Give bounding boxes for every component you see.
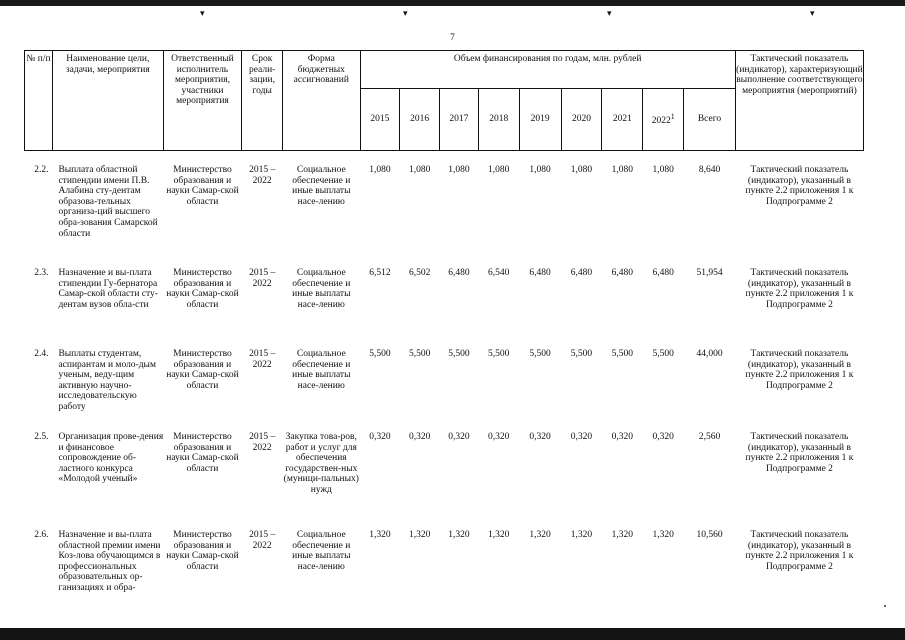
responsible: Министерство образования и науки Самар-ской области xyxy=(166,165,239,207)
amount: 5,500 xyxy=(488,349,510,359)
amount: 0,320 xyxy=(488,432,510,442)
responsible: Министерство образования и науки Самар-ской области xyxy=(166,268,239,310)
amount: 5,500 xyxy=(529,349,551,359)
header-term: Срок реали-зации, годы xyxy=(242,51,283,151)
measure-name: Выплаты студентам, аспирантам и моло-дым ученым, веду-щим активную научно-исследовательскую работу xyxy=(58,349,156,412)
header-year: 2016 xyxy=(400,89,440,151)
amount: 1,320 xyxy=(652,530,674,540)
amount: 0,320 xyxy=(570,432,593,442)
table-row xyxy=(25,165,864,268)
term: 2015 – 2022 xyxy=(249,349,276,370)
indicator: Тактический показатель (индикатор), указанный в пункте 2.2 приложения 1 к Подпрограмме 2 xyxy=(745,530,854,572)
header-total: Всего xyxy=(684,89,736,151)
term: 2015 – 2022 xyxy=(249,165,276,186)
amount: 1,080 xyxy=(611,165,634,175)
amount-total: 44,000 xyxy=(696,349,723,359)
amount: 0,320 xyxy=(611,432,634,442)
header-year: 2021 xyxy=(602,89,643,151)
row-number: 2.6. xyxy=(34,530,49,540)
top-mark-1: ▾ xyxy=(200,8,205,18)
measure-name: Назначение и вы-плата стипендии Гу-бернатора Самар-ской области сту-дентам вузов обла-сти xyxy=(58,268,158,310)
amount: 1,080 xyxy=(488,165,510,175)
amount: 1,320 xyxy=(570,530,593,540)
amount: 1,320 xyxy=(529,530,551,540)
header-year: 2020 xyxy=(561,89,602,151)
amount: 6,480 xyxy=(570,268,593,278)
amount: 0,320 xyxy=(408,432,431,442)
amount: 6,480 xyxy=(652,268,674,278)
row-gap xyxy=(25,151,864,166)
amount: 1,320 xyxy=(488,530,510,540)
financing-table xyxy=(24,50,864,620)
amount: 1,080 xyxy=(408,165,431,175)
indicator: Тактический показатель (индикатор), указанный в пункте 2.2 приложения 1 к Подпрограмме 2 xyxy=(745,268,854,310)
header-year-label: 2022 xyxy=(651,116,671,127)
amount: 1,080 xyxy=(369,165,391,175)
footnote-marker: 1 xyxy=(670,112,675,122)
top-scan-edge xyxy=(0,0,905,6)
amount: 5,500 xyxy=(570,349,593,359)
header-year: 2017 xyxy=(440,89,479,151)
amount: 5,500 xyxy=(448,349,470,359)
budget-form: Социальное обеспечение и иные выплаты насе-лению xyxy=(292,530,351,572)
budget-form: Социальное обеспечение и иные выплаты насе-лению xyxy=(292,268,351,310)
row-number: 2.4. xyxy=(34,349,49,359)
amount: 1,320 xyxy=(369,530,391,540)
header-name: Наименование цели, задачи, мероприятия xyxy=(52,51,163,151)
term: 2015 – 2022 xyxy=(249,530,276,551)
amount: 0,320 xyxy=(529,432,551,442)
amount: 1,080 xyxy=(652,165,674,175)
header-year: 2019 xyxy=(519,89,561,151)
header-year: 2018 xyxy=(478,89,519,151)
amount: 0,320 xyxy=(448,432,470,442)
amount: 5,500 xyxy=(369,349,391,359)
amount-total: 8,640 xyxy=(698,165,721,175)
indicator: Тактический показатель (индикатор), указанный в пункте 2.2 приложения 1 к Подпрограмме 2 xyxy=(745,349,854,391)
table-row xyxy=(25,432,864,530)
amount: 5,500 xyxy=(652,349,674,359)
header-year: 2015 xyxy=(360,89,400,151)
amount: 1,080 xyxy=(448,165,470,175)
top-mark-2: ▾ xyxy=(403,8,408,18)
measure-name: Организация прове-дения и финансовое сопровождение об-ластного конкурса «Молодой ученый» xyxy=(58,432,164,485)
page-number: 7 xyxy=(450,32,455,42)
amount: 1,080 xyxy=(570,165,593,175)
bottom-scan-edge xyxy=(0,628,905,640)
amount: 6,540 xyxy=(488,268,510,278)
row-number: 2.5. xyxy=(34,432,49,442)
table-row xyxy=(25,530,864,620)
amount-total: 51,954 xyxy=(696,268,723,278)
measure-name: Назначение и вы-плата областной премии имени Коз-лова обучающимся в профессиональных образовательных ор-ганизациях и обра- xyxy=(58,530,161,593)
header-num: № п/п xyxy=(25,51,53,151)
header-responsible: Ответственный исполнитель мероприятия, участники мероприятия xyxy=(163,51,242,151)
header-financing: Объем финансирования по годам, млн. рублей xyxy=(360,51,735,89)
header-year-2022 xyxy=(643,89,684,151)
amount: 0,320 xyxy=(652,432,674,442)
amount: 0,320 xyxy=(369,432,391,442)
top-mark-4: ▾ xyxy=(810,8,815,18)
amount-total: 2,560 xyxy=(698,432,721,442)
term: 2015 – 2022 xyxy=(249,268,276,289)
term: 2015 – 2022 xyxy=(249,432,276,453)
amount: 5,500 xyxy=(408,349,431,359)
amount: 1,320 xyxy=(408,530,431,540)
amount: 6,480 xyxy=(448,268,470,278)
indicator: Тактический показатель (индикатор), указанный в пункте 2.2 приложения 1 к Подпрограмме 2 xyxy=(745,165,854,207)
amount: 1,320 xyxy=(448,530,470,540)
budget-form: Закупка това-ров, работ и услуг для обеспечения государствен-ных (муници-пальных) нужд xyxy=(283,432,359,495)
measure-name: Выплата областной стипендии имени П.В. Алабина сту-дентам образова-тельных организа-ций высшего обра-зования Самарской области xyxy=(58,165,158,239)
budget-form: Социальное обеспечение и иные выплаты насе-лению xyxy=(292,349,351,391)
table-row xyxy=(25,268,864,349)
scan-speck xyxy=(884,605,886,607)
responsible: Министерство образования и науки Самар-ской области xyxy=(166,530,239,572)
amount: 6,480 xyxy=(529,268,551,278)
amount: 1,080 xyxy=(529,165,551,175)
table-row xyxy=(25,349,864,432)
amount: 1,320 xyxy=(611,530,634,540)
amount: 6,502 xyxy=(408,268,431,278)
amount: 5,500 xyxy=(611,349,634,359)
indicator: Тактический показатель (индикатор), указанный в пункте 2.2 приложения 1 к Подпрограмме 2 xyxy=(745,432,854,474)
responsible: Министерство образования и науки Самар-ской области xyxy=(166,349,239,391)
header-indicator: Тактический показатель (индикатор), характеризующий выполнение соответствующего мероприятия (мероприятий) xyxy=(735,51,863,151)
amount-total: 10,560 xyxy=(696,530,723,540)
responsible: Министерство образования и науки Самар-ской области xyxy=(166,432,239,474)
top-mark-3: ▾ xyxy=(607,8,612,18)
header-form: Форма бюджетных ассигнований xyxy=(283,51,360,151)
amount: 6,480 xyxy=(611,268,634,278)
amount: 6,512 xyxy=(369,268,391,278)
row-number: 2.3. xyxy=(34,268,49,278)
budget-form: Социальное обеспечение и иные выплаты насе-лению xyxy=(292,165,351,207)
row-number: 2.2. xyxy=(34,165,49,175)
